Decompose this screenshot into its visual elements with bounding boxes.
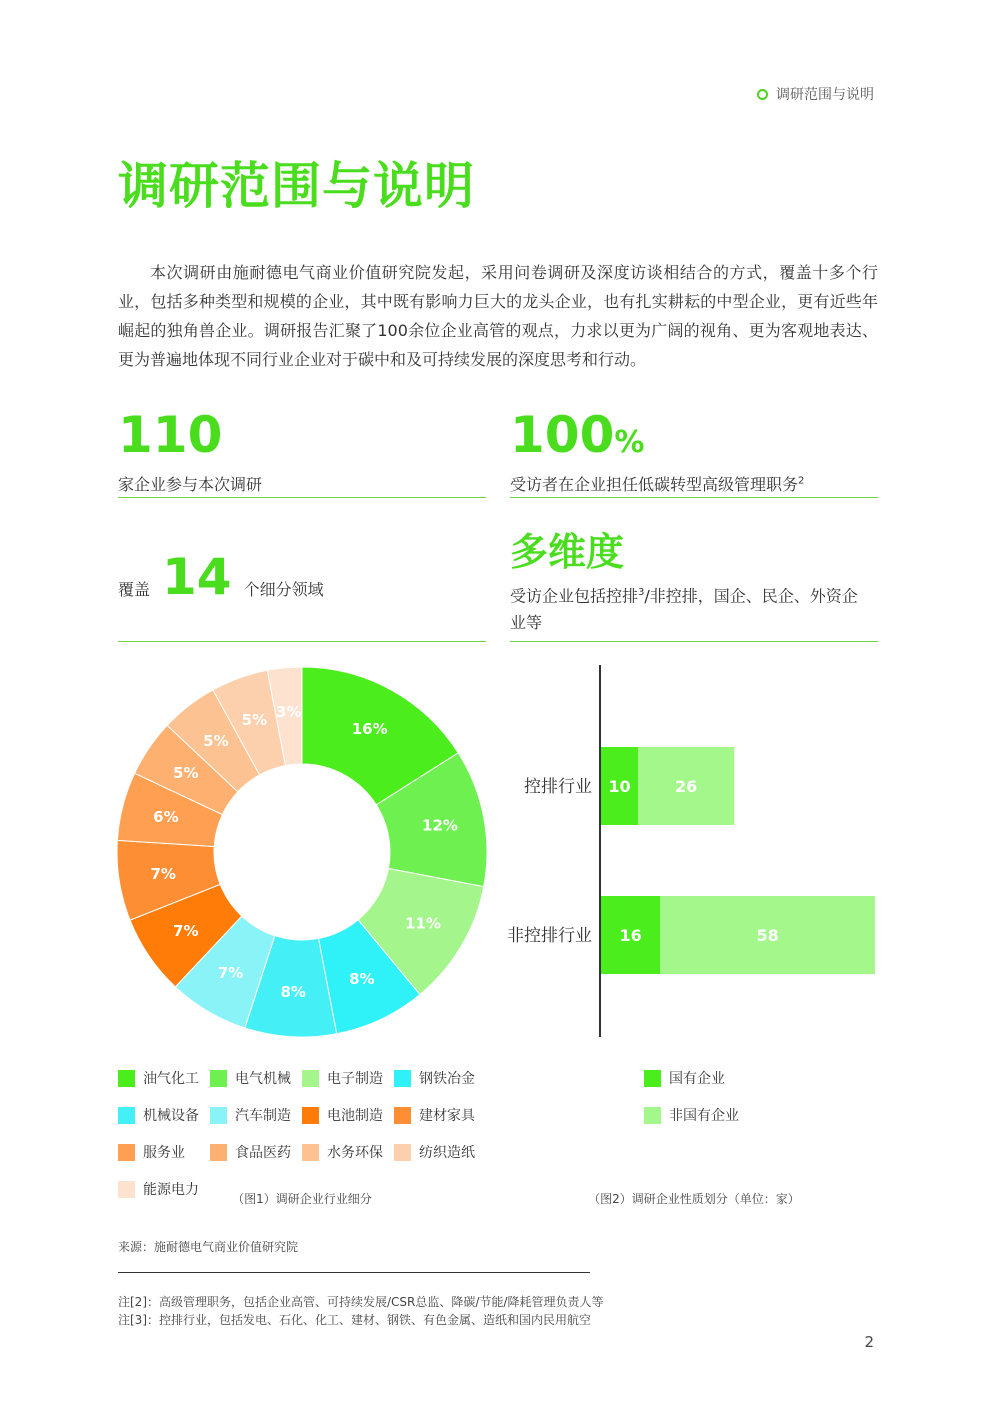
donut-slice-label: 6% [153, 808, 179, 827]
stat-dimension-value: 多维度 [510, 530, 625, 574]
legend-item [644, 1068, 824, 1088]
donut-slice-label: 3% [276, 703, 302, 722]
stat-managers [510, 406, 878, 495]
legend-swatch [210, 1070, 227, 1087]
legend-swatch [210, 1107, 227, 1124]
donut-slice-label: 7% [217, 963, 244, 982]
legend-item [302, 1105, 394, 1125]
legend-label: 油气化工 [143, 1071, 199, 1087]
legend-label: 非国有企业 [669, 1108, 739, 1124]
industry-legend [118, 1068, 498, 1199]
stat-dimension-label: 受访企业包括控排 [510, 586, 639, 606]
legend-swatch [118, 1107, 135, 1124]
donut-slice-label: 5% [203, 731, 229, 750]
legend-item [394, 1142, 486, 1162]
legend-label: 水务环保 [327, 1145, 383, 1161]
donut-slice-label: 12% [422, 816, 458, 835]
stat-dimension [510, 530, 870, 636]
stat-managers-unit: % [614, 425, 645, 460]
legend-label: 汽车制造 [235, 1108, 291, 1124]
category-label: 非控排行业 [507, 926, 592, 946]
legend-swatch [644, 1070, 661, 1087]
legend-item [302, 1068, 394, 1088]
legend-label: 纺织造纸 [419, 1145, 475, 1161]
donut-slice-label: 5% [173, 764, 199, 783]
stat-sectors-suffix: 个细分领域 [243, 580, 324, 599]
legend-label: 能源电力 [143, 1182, 199, 1198]
legend-item [118, 1068, 210, 1088]
legend-item [210, 1142, 302, 1162]
intro-text: 本次调研由施耐德电气商业价值研究院发起，采用问卷调研及深度访谈相结合的方式，覆盖十多个行业，包括多种类型和规模的企业，其中既有影响力巨大的龙头企业，也有扎实耕耘的中型企业，更有近些年崛起的独角兽企业。调研报告汇聚了100余位企业高管的观点，力求以更为广阔的视角、更为客观地表达、更为普遍地体现不同行业企业对于碳中和及可持续发展的深度思考和行动。 [118, 263, 878, 369]
divider [118, 641, 486, 642]
figure-2-caption: （图2）调研企业性质划分（单位：家） [588, 1192, 800, 1206]
donut-slice-label: 7% [150, 864, 176, 883]
legend-swatch [394, 1144, 411, 1161]
stat-companies-label: 家企业参与本次调研 [118, 475, 263, 494]
legend-swatch [118, 1144, 135, 1161]
footnote-2: 注[2]：高级管理职务，包括企业高管、可持续发展/CSR总监、降碳/节能/降耗管理负责人等 [118, 1295, 604, 1309]
page-title: 调研范围与说明 [118, 157, 475, 215]
legend-item [394, 1105, 486, 1125]
legend-swatch [302, 1107, 319, 1124]
legend-swatch [302, 1070, 319, 1087]
source-note: 来源：施耐德电气商业价值研究院 [118, 1240, 299, 1254]
bar-value-label: 26 [675, 777, 698, 796]
legend-item [302, 1142, 394, 1162]
footnote-ref: 2 [798, 475, 805, 487]
footnote-3: 注[3]：控排行业，包括发电、石化、化工、建材、钢铁、有色金属、造纸和国内民用航空 [118, 1313, 592, 1327]
ownership-bar-chart [500, 665, 880, 1040]
section-tag-label: 调研范围与说明 [776, 87, 874, 103]
intro-paragraph [118, 258, 878, 374]
circle-bullet-icon [757, 89, 768, 100]
page-number: 2 [864, 1333, 874, 1351]
stat-sectors-prefix: 覆盖 [118, 580, 151, 599]
legend-swatch [394, 1107, 411, 1124]
industry-donut-chart [110, 660, 494, 1044]
footnote-divider [118, 1272, 590, 1273]
legend-label: 电气机械 [235, 1071, 291, 1087]
legend-label: 钢铁冶金 [419, 1071, 475, 1087]
section-tag [757, 84, 874, 104]
ownership-legend [644, 1068, 824, 1125]
legend-swatch [644, 1107, 661, 1124]
stat-managers-label: 受访者在企业担任低碳转型高级管理职务 [510, 475, 799, 494]
legend-label: 服务业 [143, 1145, 185, 1161]
legend-label: 食品医药 [235, 1145, 291, 1161]
legend-swatch [394, 1070, 411, 1087]
bar-value-label: 16 [619, 926, 642, 945]
footnote-ref: 3 [638, 587, 645, 598]
legend-item [118, 1105, 210, 1125]
legend-label: 电池制造 [327, 1108, 383, 1124]
figure-1-caption: （图1）调研企业行业细分 [232, 1192, 372, 1206]
legend-label: 电子制造 [327, 1071, 383, 1087]
donut-slice-label: 11% [404, 914, 441, 933]
legend-item [394, 1068, 486, 1088]
legend-item [644, 1105, 824, 1125]
donut-slice-label: 5% [241, 710, 268, 729]
bar-value-label: 10 [608, 777, 631, 796]
stat-companies [118, 406, 486, 495]
legend-label: 机械设备 [143, 1108, 199, 1124]
legend-item [118, 1142, 210, 1162]
legend-swatch [210, 1144, 227, 1161]
divider [510, 641, 878, 642]
legend-label: 国有企业 [669, 1071, 725, 1087]
stat-sectors-value: 14 [162, 548, 232, 606]
donut-slice-label: 8% [280, 983, 306, 1002]
legend-item [210, 1105, 302, 1125]
divider [118, 497, 486, 498]
stat-managers-value: 100 [510, 406, 615, 464]
divider [510, 497, 878, 498]
legend-item [210, 1068, 302, 1088]
category-label: 控排行业 [524, 777, 592, 797]
stat-sectors [118, 548, 486, 606]
legend-swatch [302, 1144, 319, 1161]
stat-dimension-label-rest: /非控排，国企、民企、外资企业等 [510, 586, 858, 633]
stat-companies-value: 110 [118, 406, 223, 464]
donut-slice-label: 16% [351, 719, 388, 738]
donut-slice-label: 7% [173, 921, 199, 940]
donut-slice-label: 8% [349, 970, 375, 989]
bar-value-label: 58 [756, 926, 779, 945]
legend-swatch [118, 1070, 135, 1087]
legend-label: 建材家具 [419, 1108, 475, 1124]
